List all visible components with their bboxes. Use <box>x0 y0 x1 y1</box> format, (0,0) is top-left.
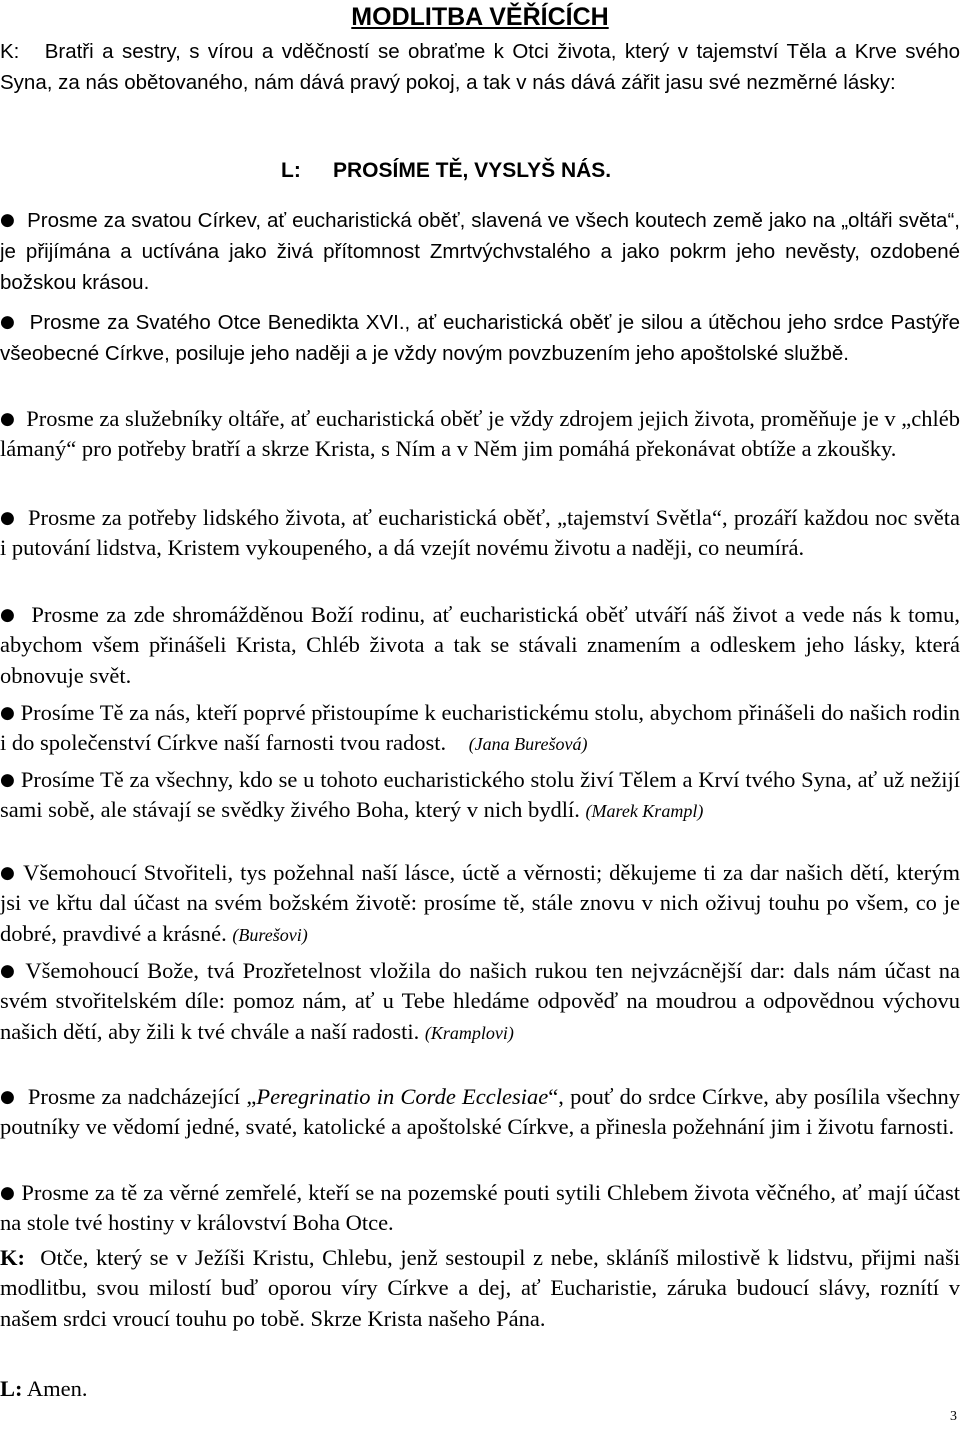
petition-3 <box>0 404 960 465</box>
petition-text-before: Prosme za nadcházející „ <box>27 1084 257 1109</box>
petition-text: Prosme za zde shromážděnou Boží rodinu, ať eucharistická oběť utváří náš život a vede nás k tomu, abychom všem přinášeli Krista, Chléb života a tak se stávali znamením a odleskem jeho lásky, která obnovuje svět. <box>0 602 960 688</box>
page-number: 3 <box>950 1409 957 1424</box>
bullet-icon: ● <box>0 312 16 332</box>
closing-text: Otče, který se v Ježíši Kristu, Chlebu, jenž sestoupil z nebe, skláníš milostivě k lidstvu, přijmi naši modlitbu, svou milostí buď oporou víry Církve a dej, ať Eucharistie, záruka budoucí slávy, roznítí v našem srdci vroucí touhu po tobě. Skrze Krista našeho Pána. <box>0 1245 960 1331</box>
event-name: Peregrinatio in Corde Ecclesiae <box>256 1084 549 1109</box>
petition-text: Prosme za služebníky oltáře, ať eucharistická oběť je vždy zdrojem jejich života, proměňuje je v „chléb lámaný“ pro potřeby bratří a skrze Krista, s Ním a v Něm jim pomáhá překonávat obtíže a zkoušky. <box>0 406 960 462</box>
petition-10 <box>0 1082 960 1143</box>
bullet-icon: ● <box>0 770 16 790</box>
petition-text-after: “, pouť do srdce Církve, aby posílila všechny poutníky ve vědomí jedné, svaté, katolické a apoštolské Církve, a přinesla požehnání jim i životu farnosti. <box>0 1084 960 1140</box>
intro-speaker: K: <box>0 40 20 63</box>
petition-5 <box>0 600 960 691</box>
response-text: PROSÍME TĚ, VYSLYŠ NÁS. <box>333 159 612 182</box>
bullet-icon: ● <box>0 210 16 230</box>
bullet-icon: ● <box>0 409 15 429</box>
petition-signature: (Burešovi) <box>232 924 308 945</box>
petition-text: Prosme za Svatého Otce Benedikta XVI., ať eucharistická oběť je silou a útěchou jeho srdce Pastýře všeobecné Církve, posiluje jeho naději a je vždy novým povzbuzením jeho apoštolské službě. <box>0 311 960 365</box>
amen-line <box>0 1374 960 1404</box>
petition-text: Prosíme Tě za všechny, kdo se u tohoto eucharistického stolu živí Tělem a Krví tvého Syna, ať už nežijí sami sobě, ale stávají se svědky živého Boha, který v nich bydlí. <box>0 767 960 823</box>
petition-11 <box>0 1178 960 1239</box>
petition-text: Všemohoucí Bože, tvá Prozřetelnost vložila do našich rukou ten nejvzácnější dar: dals nám účast na svém stvořitelském díle: pomoz nám, ať u Tebe hledáme odpověď na moudrou a odpovědnou výchovu našich dětí, aby žili k tvé chvále a naší radosti. <box>0 958 960 1044</box>
petition-8 <box>0 858 960 950</box>
petition-signature: (Marek Krampl) <box>585 801 704 822</box>
petition-7 <box>0 765 960 827</box>
petition-signature: (Jana Burešová) <box>468 734 588 755</box>
closing-speaker: K: <box>0 1245 25 1270</box>
amen-speaker: L: <box>0 1376 23 1401</box>
response-speaker: L: <box>281 159 301 182</box>
petition-text: Prosme za svatou Církev, ať eucharistická oběť, slavená ve všech koutech země jako na „oltáři světa“, je přijímána a uctívána jako živá přítomnost Zmrtvýchvstalého a jako pokrm jeho nevěsty, ozdobené božskou krásou. <box>0 209 960 294</box>
petition-9 <box>0 956 960 1048</box>
petition-4 <box>0 503 960 564</box>
bullet-icon: ● <box>0 703 15 723</box>
petition-text: Prosme za potřeby lidského života, ať eucharistická oběť, „tajemství Světla“, prozáří každou noc světa i putování lidstva, Kristem vykoupeného, a dá vzejít novému životu a naději, co neumírá. <box>0 505 960 561</box>
bullet-icon: ● <box>0 1183 16 1203</box>
petition-6 <box>0 698 960 760</box>
intro-text: Bratři a sestry, s vírou a vděčností se obraťme k Otci života, který v tajemství Těla a Krve svého Syna, za nás obětovaného, nám dává pravý pokoj, a tak v nás dává zářit jasu své nezměrné lásky: <box>0 40 960 94</box>
bullet-icon: ● <box>0 508 16 528</box>
closing-prayer <box>0 1243 960 1334</box>
petition-text: Prosíme Tě za nás, kteří poprvé přistoupíme k eucharistickému stolu, abychom přinášeli do našich rodin i do společenství Církve naší farnosti tvou radost. <box>0 700 960 756</box>
petition-2 <box>0 307 960 370</box>
bullet-icon: ● <box>0 961 18 981</box>
page-title: MODLITBA VĚŘÍCÍCH <box>351 3 609 31</box>
petition-text: Prosme za tě za věrné zemřelé, kteří se na pozemské pouti sytili Chlebem života věčného, ať mají účast na stole tvé hostiny v království Boha Otce. <box>0 1180 960 1236</box>
bullet-icon: ● <box>0 1087 16 1107</box>
petition-1 <box>0 205 960 298</box>
amen-text: Amen. <box>26 1376 88 1401</box>
petition-text: Všemohoucí Stvořiteli, tys požehnal naší lásce, úctě a věrnosti; děkujeme ti za dar našich dětí, kterým jsi ve křtu dal účast na svém božském životě: prosíme tě, stále znovu v nich oživuj touhu po všem, co je dobré, pravdivé a krásné. <box>0 860 960 946</box>
bullet-icon: ● <box>0 605 17 625</box>
response-line <box>281 156 611 186</box>
bullet-icon: ● <box>0 863 17 883</box>
petition-signature: (Kramplovi) <box>424 1022 514 1043</box>
intro-paragraph <box>0 37 960 99</box>
